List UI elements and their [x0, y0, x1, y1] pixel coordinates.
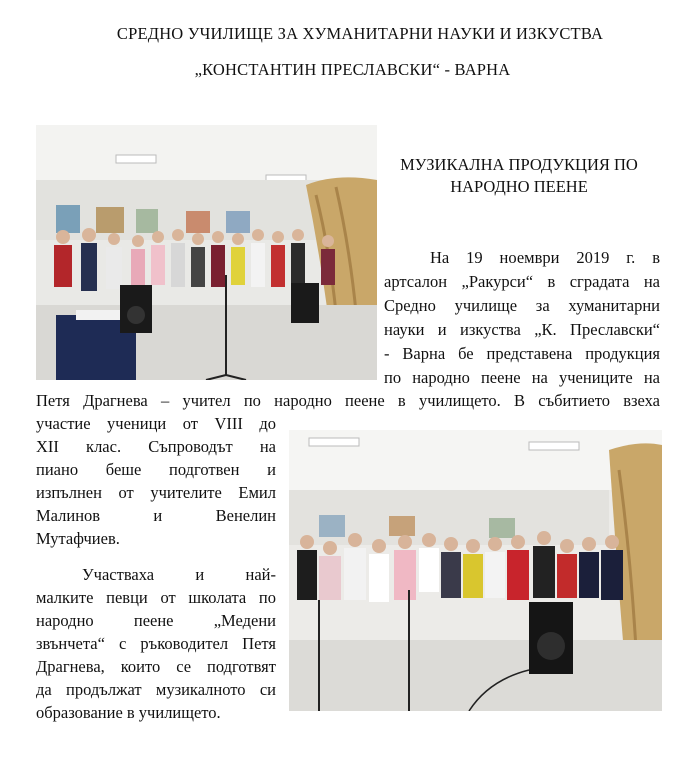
text-line: Средно училище за хуманитарни: [384, 296, 660, 315]
text-line: народно пеене „Медени: [36, 611, 276, 630]
text-line: да продължат музикалното си: [36, 680, 276, 699]
article-title-line-1: МУЗИКАЛНА ПРОДУКЦИЯ ПО: [400, 155, 638, 174]
text-line: XII клас. Съпроводът на: [36, 437, 276, 456]
text-line: Петя Драгнева – учител по народно пеене в училището. В събитието взеха: [36, 391, 660, 410]
text-line: малките певци от школата по: [36, 588, 276, 607]
text-line: звънчета“ с ръководител Петя: [36, 634, 276, 653]
text-line: науки и изкуства „К. Преславски“: [384, 320, 660, 339]
concert-photo-2: [289, 430, 662, 711]
text-line: артсалон „Ракурси“ в сградата на: [384, 272, 660, 291]
concert-photo-1: [36, 125, 377, 380]
text-line: изпълнен от учителите Емил: [36, 483, 276, 502]
text-line: по народно пеене на учениците на: [384, 368, 660, 387]
article-title: [384, 154, 654, 198]
article-title-line-2: НАРОДНО ПЕЕНЕ: [450, 177, 588, 196]
text-line: Участваха и най-: [82, 565, 276, 584]
text-line: Мутафчиев.: [36, 529, 120, 548]
school-name-heading: СРЕДНО УЧИЛИЩЕ ЗА ХУМАНИТАРНИ НАУКИ И ИЗКУСТВА: [116, 24, 604, 43]
text-line: пиано беше подготвен и: [36, 460, 276, 479]
text-line: Драгнева, които се подготвят: [36, 657, 276, 676]
text-line: участие ученици от VIII до: [36, 414, 276, 433]
text-line: образование в училището.: [36, 703, 221, 722]
text-line: Малинов и Венелин: [36, 506, 276, 525]
school-location-heading: „КОНСТАНТИН ПРЕСЛАВСКИ“ - ВАРНА: [194, 60, 511, 79]
text-line: На 19 ноември 2019 г. в: [430, 248, 660, 267]
text-line: - Варна бе представена продукция: [384, 344, 660, 363]
